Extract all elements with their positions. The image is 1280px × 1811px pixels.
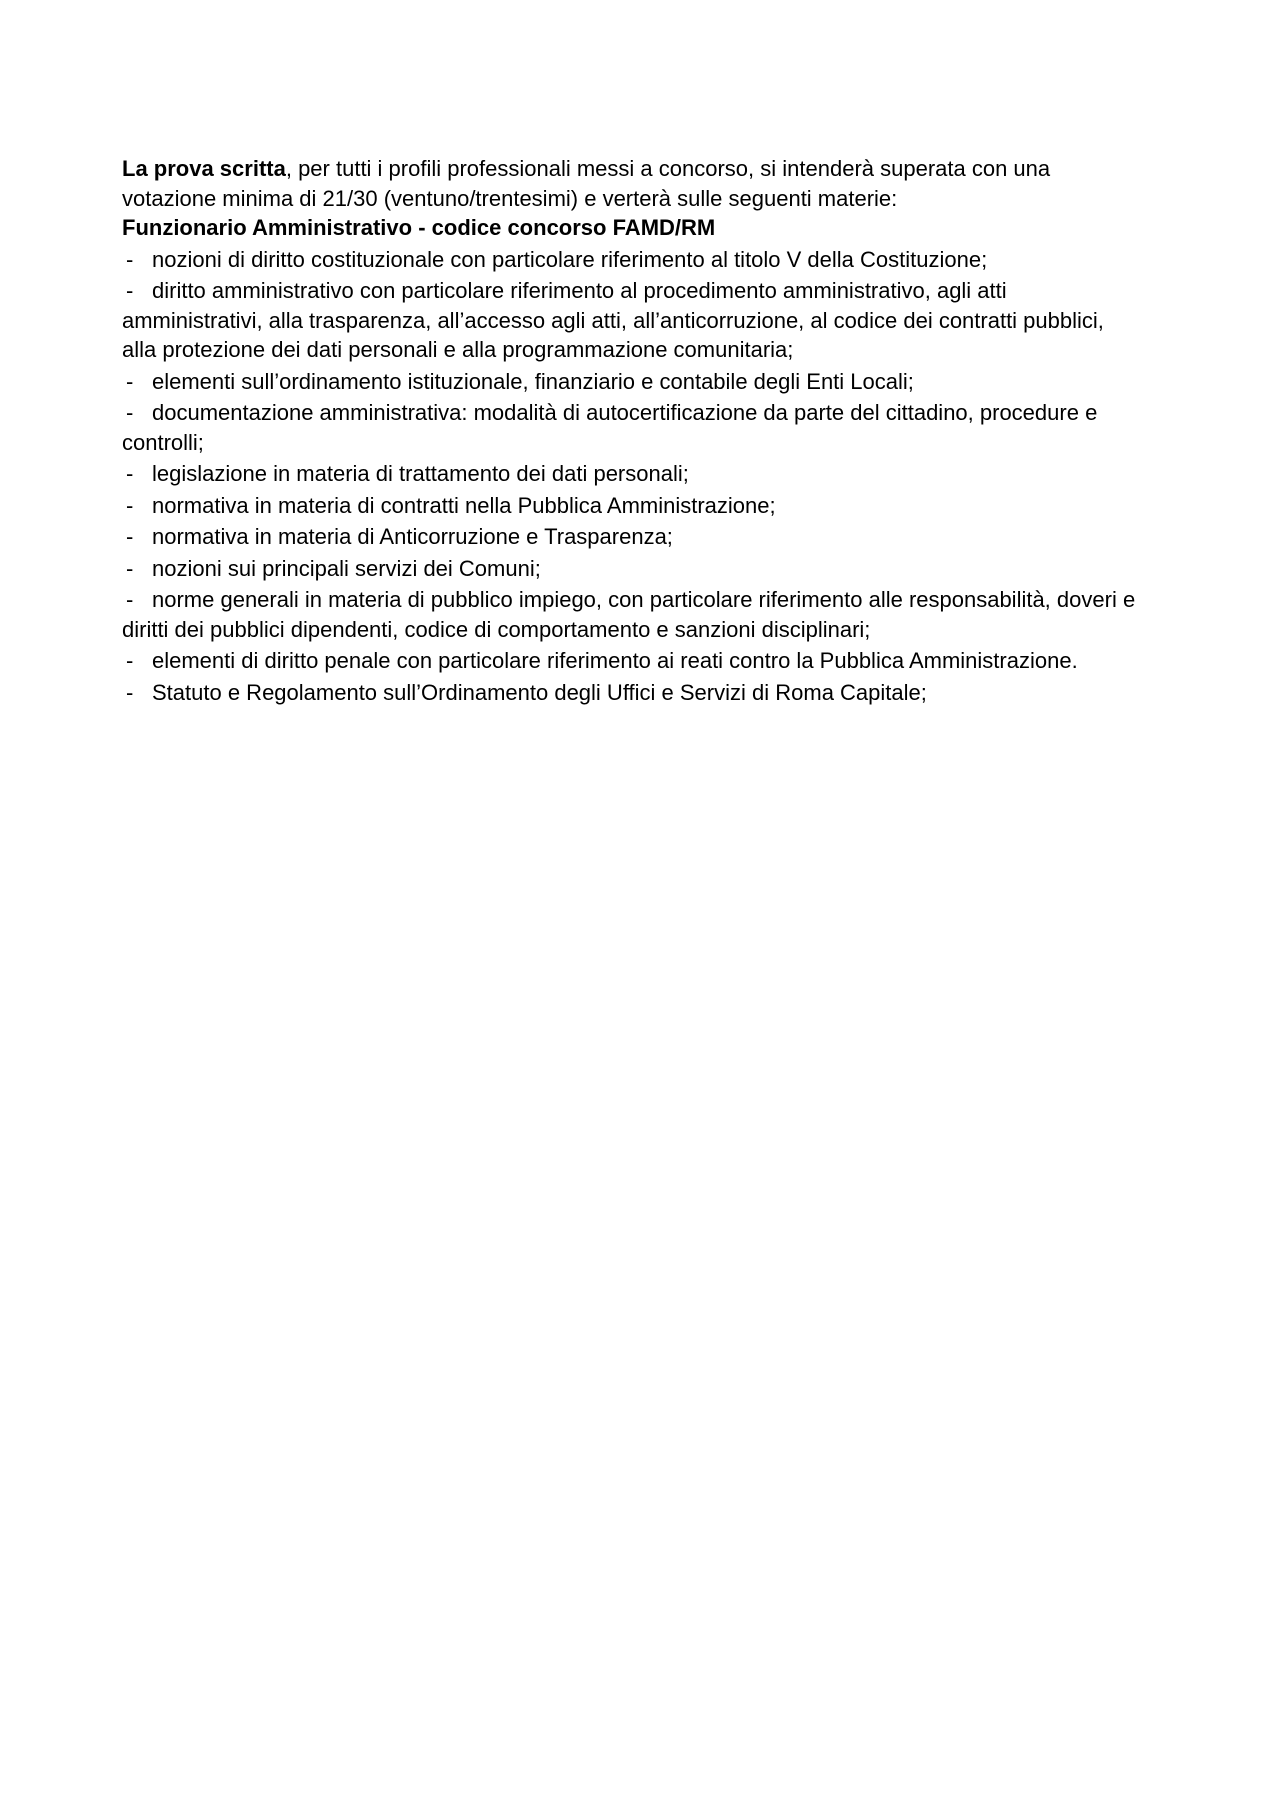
list-item xyxy=(122,520,1142,552)
intro-text: , per tutti i profili professionali messi a concorso, si intenderà superata con una votazione minima di 21/30 (ventuno/trentesimi) e verterà sulle seguenti materie: xyxy=(122,156,1051,211)
list-item-text: documentazione amministrativa: modalità di autocertificazione da parte del cittadino, procedure e controlli; xyxy=(122,400,1098,455)
list-item-text: elementi di diritto penale con particolare riferimento ai reati contro la Pubblica Amministrazione. xyxy=(152,648,1078,673)
list-bullet: - xyxy=(126,555,134,581)
list-bullet: - xyxy=(126,679,134,705)
list-item xyxy=(122,365,1142,397)
list-item-text: diritto amministrativo con particolare riferimento al procedimento amministrativo, agli atti amministrativi, alla trasparenza, all’accesso agli atti, all’anticorruzione, al codice dei contratti pubblici, alla protezione dei dati personali e alla programmazione comunitaria; xyxy=(122,278,1104,362)
list-bullet: - xyxy=(126,492,134,518)
list-item-text: nozioni di diritto costituzionale con particolare riferimento al titolo V della Costituzione; xyxy=(152,246,988,272)
list-bullet: - xyxy=(126,368,134,394)
list-item xyxy=(122,583,1142,644)
document-body xyxy=(122,154,1142,707)
list-item xyxy=(122,552,1142,584)
list-item xyxy=(122,676,1142,708)
section-heading: Funzionario Amministrativo - codice concorso FAMD/RM xyxy=(122,215,716,240)
list-item-text: normativa in materia di contratti nella Pubblica Amministrazione; xyxy=(152,492,776,518)
list-bullet: - xyxy=(126,400,134,425)
list-item xyxy=(122,274,1142,365)
list-item xyxy=(122,489,1142,521)
list-bullet: - xyxy=(126,587,134,612)
subject-list xyxy=(122,243,1142,708)
list-item xyxy=(122,457,1142,489)
list-item xyxy=(122,644,1142,676)
list-bullet: - xyxy=(126,278,134,303)
list-item xyxy=(122,396,1142,457)
list-item-text: elementi sull’ordinamento istituzionale, finanziario e contabile degli Enti Locali; xyxy=(152,368,914,394)
list-bullet: - xyxy=(126,246,134,272)
list-item-text: nozioni sui principali servizi dei Comuni; xyxy=(152,555,541,581)
list-bullet: - xyxy=(126,648,134,673)
list-item-text: normativa in materia di Anticorruzione e Trasparenza; xyxy=(152,524,673,549)
intro-paragraph xyxy=(122,154,1142,213)
list-item xyxy=(122,243,1142,275)
intro-bold-lead: La prova scritta xyxy=(122,156,286,181)
list-bullet: - xyxy=(126,524,134,549)
list-item-text: legislazione in materia di trattamento dei dati personali; xyxy=(152,461,689,486)
list-item-text: Statuto e Regolamento sull’Ordinamento degli Uffici e Servizi di Roma Capitale; xyxy=(152,679,927,705)
list-bullet: - xyxy=(126,461,134,486)
list-item-text: norme generali in materia di pubblico impiego, con particolare riferimento alle responsabilità, doveri e diritti dei pubblici dipendenti, codice di comportamento e sanzioni disciplinari; xyxy=(122,587,1136,642)
